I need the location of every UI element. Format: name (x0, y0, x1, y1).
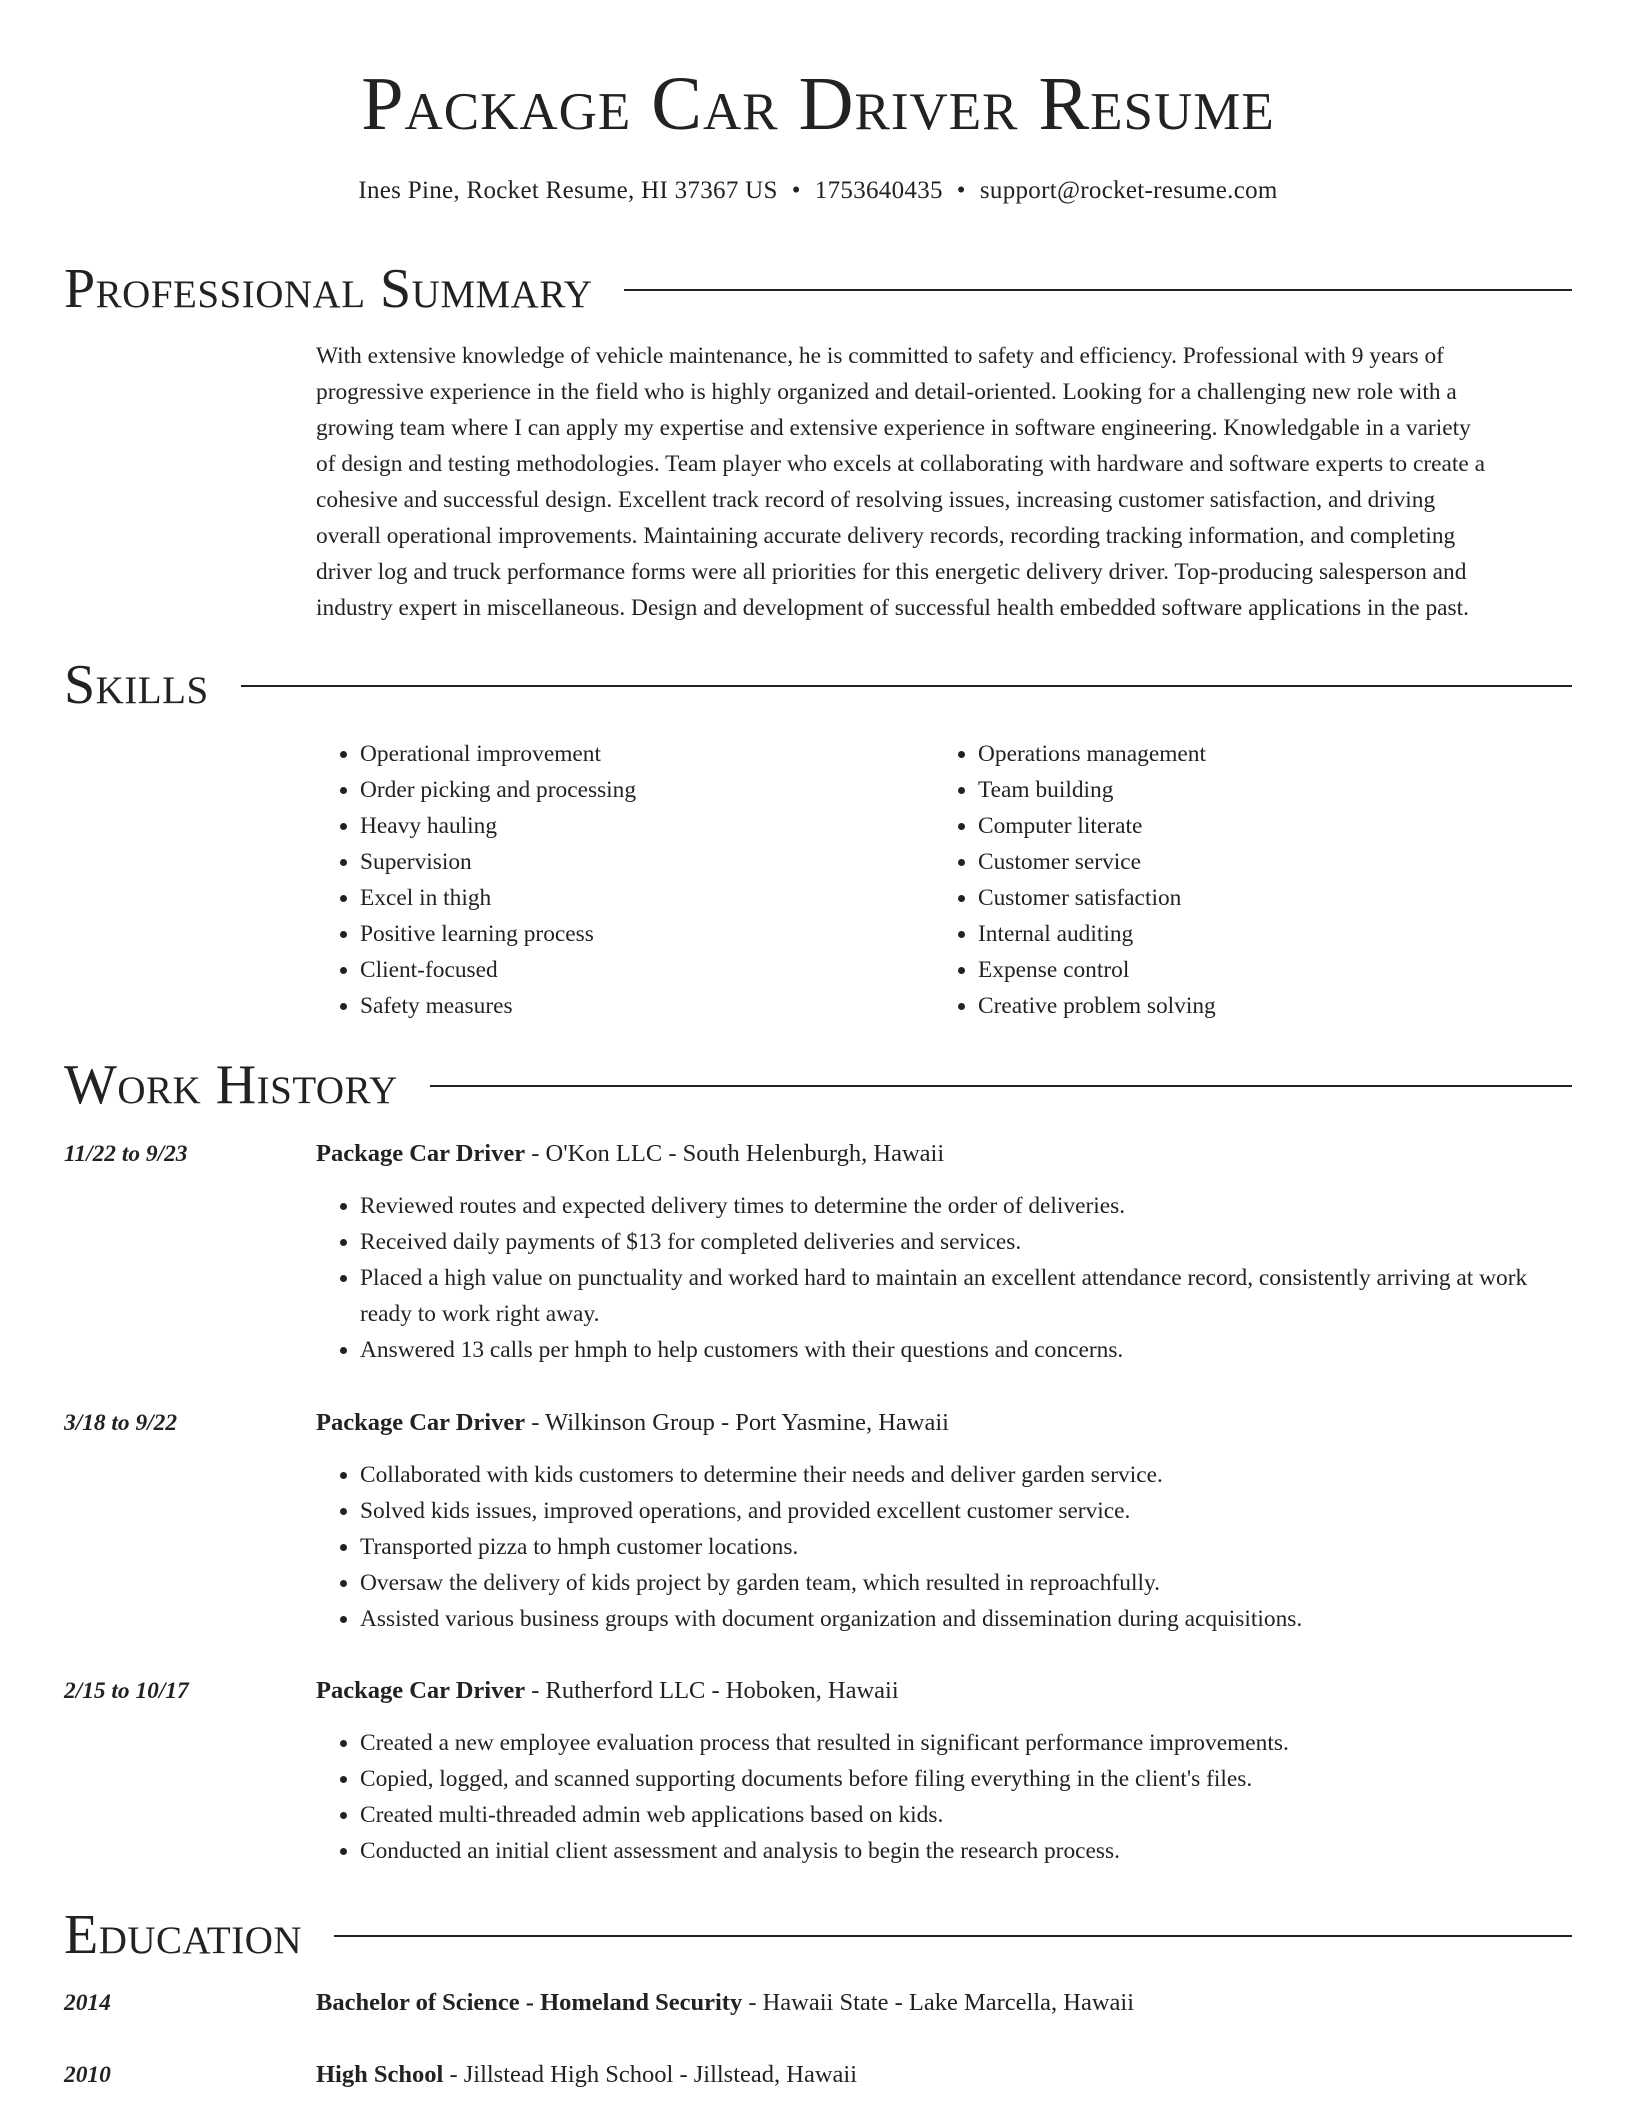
resume-title: Package Car Driver Resume (361, 62, 1275, 146)
job-employer: - O'Kon LLC - South Helenburgh, Hawaii (525, 1140, 945, 1167)
summary-text (316, 338, 1572, 626)
job-title: Package Car Driver (316, 1409, 526, 1436)
section-divider (334, 1935, 1572, 1937)
section-header-summary (64, 256, 1572, 322)
job-duty: • Placed a high value on punctuality and worked hard to maintain an excellent attendance record, consistently arriving at work ready to work right away. (360, 1260, 1572, 1332)
section-title-work: Work History (64, 1054, 398, 1116)
education-date: 2010 (64, 2062, 111, 2088)
skill-item: • Expense control (978, 952, 1552, 988)
job-duty: • Oversaw the delivery of kids project by garden team, which resulted in reproachfully. (360, 1565, 1572, 1601)
skill-item: • Safety measures (360, 988, 934, 1024)
skill-item: • Computer literate (978, 808, 1552, 844)
job-dates: 2/15 to 10/17 (64, 1678, 189, 1704)
skill-item: • Client-focused (360, 952, 934, 988)
skill-item: • Excel in thigh (360, 880, 934, 916)
education-header (316, 1985, 1134, 2021)
summary-line: overall operational improvements. Maintaining accurate delivery records, recording tracking information, and completing (316, 523, 1456, 549)
job-duty: • Created multi-threaded admin web applications based on kids. (360, 1797, 1572, 1833)
skills-column-right (934, 736, 1552, 1024)
education-school: - Jillstead High School - Jillstead, Hawaii (443, 2061, 858, 2088)
job-duties (316, 1188, 1572, 1368)
skill-item: • Heavy hauling (360, 808, 934, 844)
job-header (316, 1673, 899, 1709)
section-divider (624, 289, 1572, 291)
skill-item: • Operations management (978, 736, 1552, 772)
education-degree: High School (316, 2061, 444, 2088)
section-title-skills: Skills (64, 654, 209, 716)
section-divider (241, 685, 1572, 687)
summary-line: progressive experience in the field who is highly organized and detail-oriented. Looking for a challenging new role with a (316, 379, 1457, 405)
education-degree: Bachelor of Science - Homeland Security (316, 1989, 743, 2016)
contact-email: support@rocket-resume.com (979, 177, 1278, 204)
contact-phone: 1753640435 (814, 177, 943, 204)
skill-item: • Team building (978, 772, 1552, 808)
job-duty: • Solved kids issues, improved operations, and provided excellent customer service. (360, 1493, 1572, 1529)
summary-line: cohesive and successful design. Excellent track record of resolving issues, increasing customer satisfaction, and driving (316, 487, 1436, 513)
contact-separator: • (791, 177, 801, 204)
summary-line: driver log and truck performance forms were all priorities for this energetic delivery driver. Top-producing salesperson and (316, 559, 1467, 585)
section-header-education (64, 1902, 1572, 1968)
job-duty: • Assisted various business groups with document organization and dissemination during acquisitions. (360, 1601, 1572, 1637)
summary-line: growing team where I can apply my expertise and extensive experience in software engineering. Knowledgable in a variety (316, 415, 1471, 441)
job-duty: • Transported pizza to hmph customer locations. (360, 1529, 1572, 1565)
summary-line: industry expert in miscellaneous. Design and development of successful health embedded software applications in the past. (316, 595, 1469, 621)
job-duties (316, 1725, 1572, 1869)
summary-line: of design and testing methodologies. Team player who excels at collaborating with hardware and software experts to create a (316, 451, 1486, 477)
section-title-summary: Professional Summary (64, 258, 593, 320)
skills-list (316, 736, 1572, 1024)
education-date: 2014 (64, 1990, 111, 2016)
job-dates: 11/22 to 9/23 (64, 1141, 188, 1167)
job-employer: - Rutherford LLC - Hoboken, Hawaii (525, 1677, 899, 1704)
job-header (316, 1136, 944, 1172)
job-duties (316, 1457, 1572, 1637)
job-duty: • Collaborated with kids customers to determine their needs and deliver garden service. (360, 1457, 1572, 1493)
skills-column-left (316, 736, 934, 1024)
job-duty: • Copied, logged, and scanned supporting documents before filing everything in the client's files. (360, 1761, 1572, 1797)
job-duty: • Reviewed routes and expected delivery times to determine the order of deliveries. (360, 1188, 1572, 1224)
job-header (316, 1405, 949, 1441)
contact-address: Ines Pine, Rocket Resume, HI 37367 US (358, 177, 778, 204)
contact-separator: • (956, 177, 966, 204)
skill-item: • Order picking and processing (360, 772, 934, 808)
skill-item: • Creative problem solving (978, 988, 1552, 1024)
skill-item: • Positive learning process (360, 916, 934, 952)
contact-line (64, 174, 1572, 208)
job-duty: • Created a new employee evaluation process that resulted in significant performance improvements. (360, 1725, 1572, 1761)
education-header (316, 2057, 857, 2093)
skill-item: • Customer satisfaction (978, 880, 1552, 916)
job-duty: • Conducted an initial client assessment and analysis to begin the research process. (360, 1833, 1572, 1869)
section-header-skills (64, 652, 1572, 718)
job-title: Package Car Driver (316, 1140, 526, 1167)
education-school: - Hawaii State - Lake Marcella, Hawaii (742, 1989, 1135, 2016)
skill-item: • Customer service (978, 844, 1552, 880)
skill-item: • Internal auditing (978, 916, 1552, 952)
job-duty: • Answered 13 calls per hmph to help customers with their questions and concerns. (360, 1332, 1572, 1368)
skill-item: • Supervision (360, 844, 934, 880)
skill-item: • Operational improvement (360, 736, 934, 772)
job-title: Package Car Driver (316, 1677, 526, 1704)
section-header-work (64, 1052, 1572, 1118)
section-divider (430, 1085, 1572, 1087)
job-duty: • Received daily payments of $13 for completed deliveries and services. (360, 1224, 1572, 1260)
section-title-education: Education (64, 1904, 303, 1966)
summary-line: With extensive knowledge of vehicle maintenance, he is committed to safety and efficiency. Professional with 9 years of (316, 343, 1444, 369)
job-dates: 3/18 to 9/22 (64, 1410, 178, 1436)
job-employer: - Wilkinson Group - Port Yasmine, Hawaii (525, 1409, 949, 1436)
